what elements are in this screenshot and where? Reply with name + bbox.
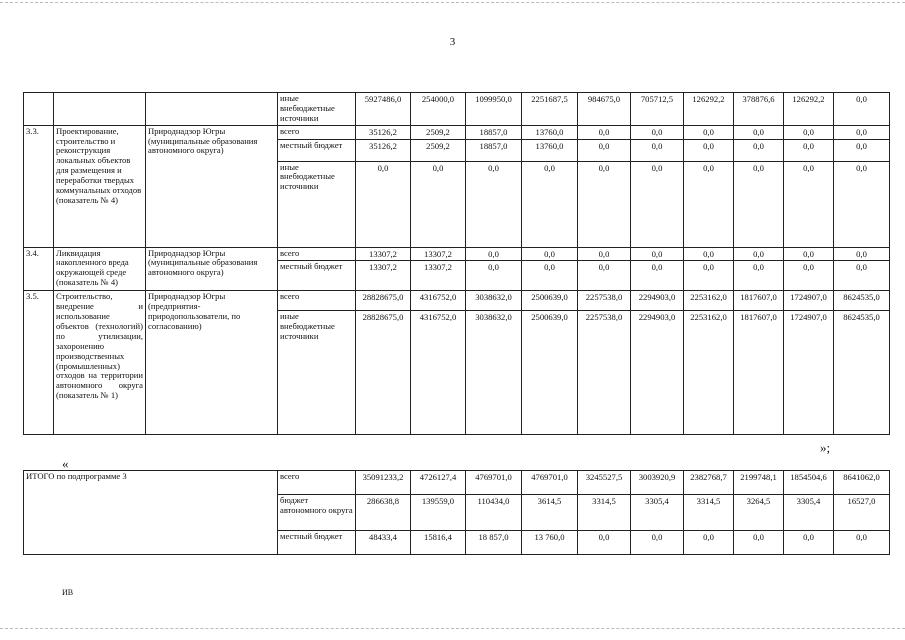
value-cell: 0,0 xyxy=(834,531,890,555)
executor-cell xyxy=(146,93,278,126)
value-cell: 0,0 xyxy=(834,139,890,161)
value-cell: 13760,0 xyxy=(522,125,578,139)
value-cell: 48433,4 xyxy=(356,531,411,555)
value-cell: 18857,0 xyxy=(466,139,522,161)
value-cell: 0,0 xyxy=(578,531,631,555)
funding-source-cell: всего xyxy=(278,471,356,495)
value-cell: 0,0 xyxy=(684,161,734,247)
value-cell: 18857,0 xyxy=(466,125,522,139)
opening-quote-mark: « xyxy=(62,456,69,471)
value-cell: 2251687,5 xyxy=(522,93,578,126)
value-cell: 1817607,0 xyxy=(734,291,784,311)
value-cell: 2257538,0 xyxy=(578,291,631,311)
value-cell: 0,0 xyxy=(684,139,734,161)
value-cell: 126292,2 xyxy=(684,93,734,126)
value-cell: 0,0 xyxy=(522,161,578,247)
value-cell: 3003920,9 xyxy=(631,471,684,495)
value-cell: 2500639,0 xyxy=(522,311,578,435)
funding-source-cell: всего xyxy=(278,125,356,139)
funding-source-cell: местный бюджет xyxy=(278,531,356,555)
value-cell: 705712,5 xyxy=(631,93,684,126)
value-cell: 0,0 xyxy=(834,125,890,139)
subprogram-total-table xyxy=(23,470,890,555)
value-cell: 0,0 xyxy=(578,125,631,139)
row-number-cell: 3.4. xyxy=(24,247,54,291)
value-cell: 35126,2 xyxy=(356,139,411,161)
value-cell: 3038632,0 xyxy=(466,291,522,311)
value-cell: 3245527,5 xyxy=(578,471,631,495)
value-cell: 254000,0 xyxy=(411,93,466,126)
value-cell: 1099950,0 xyxy=(466,93,522,126)
scan-top-edge xyxy=(0,2,905,3)
value-cell: 0,0 xyxy=(834,247,890,261)
value-cell: 286638,8 xyxy=(356,495,411,531)
value-cell: 2257538,0 xyxy=(578,311,631,435)
row-number-cell: 3.5. xyxy=(24,291,54,435)
value-cell: 2294903,0 xyxy=(631,311,684,435)
value-cell: 13307,2 xyxy=(411,261,466,291)
value-cell: 2253162,0 xyxy=(684,291,734,311)
value-cell: 0,0 xyxy=(522,247,578,261)
funding-source-cell: иные внебюджетные источники xyxy=(278,93,356,126)
funding-source-cell: иные внебюджетные источники xyxy=(278,311,356,435)
value-cell: 0,0 xyxy=(784,125,834,139)
value-cell: 0,0 xyxy=(466,247,522,261)
table-row xyxy=(24,247,890,261)
funding-source-cell: иные внебюджетные источники xyxy=(278,161,356,247)
value-cell: 4726127,4 xyxy=(411,471,466,495)
value-cell: 0,0 xyxy=(834,261,890,291)
value-cell: 0,0 xyxy=(466,261,522,291)
row-number-cell: 3.3. xyxy=(24,125,54,247)
subprogram-total-body xyxy=(24,471,890,555)
value-cell: 0,0 xyxy=(834,93,890,126)
measure-name-cell xyxy=(54,93,146,126)
value-cell: 1724907,0 xyxy=(784,311,834,435)
value-cell: 13307,2 xyxy=(411,247,466,261)
value-cell: 3038632,0 xyxy=(466,311,522,435)
value-cell: 0,0 xyxy=(684,261,734,291)
value-cell: 0,0 xyxy=(356,161,411,247)
executor-cell: Природнадзор Югры (муниципальные образования автономного округа) xyxy=(146,125,278,247)
value-cell: 0,0 xyxy=(631,139,684,161)
value-cell: 0,0 xyxy=(734,247,784,261)
value-cell: 0,0 xyxy=(734,161,784,247)
value-cell: 4316752,0 xyxy=(411,311,466,435)
value-cell: 0,0 xyxy=(784,261,834,291)
value-cell: 5927486,0 xyxy=(356,93,411,126)
value-cell: 0,0 xyxy=(411,161,466,247)
page-number: 3 xyxy=(449,36,456,48)
executor-cell: Природнадзор Югры (муниципальные образования автономного округа) xyxy=(146,247,278,291)
value-cell: 126292,2 xyxy=(784,93,834,126)
value-cell: 16527,0 xyxy=(834,495,890,531)
table-row xyxy=(24,125,890,139)
value-cell: 1817607,0 xyxy=(734,311,784,435)
scan-bottom-edge xyxy=(0,628,905,629)
value-cell: 0,0 xyxy=(734,261,784,291)
value-cell: 3305,4 xyxy=(784,495,834,531)
value-cell: 3314,5 xyxy=(684,495,734,531)
measure-name-cell: Строительство, внедрение и использование объектов (технологий) по утилизации, захоронению производственных (промышленных) отходов на территории автономного округа (показатель № 1) xyxy=(54,291,146,435)
program-table xyxy=(23,92,890,435)
value-cell: 0,0 xyxy=(684,531,734,555)
value-cell: 378876,6 xyxy=(734,93,784,126)
value-cell: 4769701,0 xyxy=(522,471,578,495)
funding-source-cell: всего xyxy=(278,291,356,311)
value-cell: 3305,4 xyxy=(631,495,684,531)
value-cell: 0,0 xyxy=(522,261,578,291)
value-cell: 8624535,0 xyxy=(834,311,890,435)
value-cell: 0,0 xyxy=(578,161,631,247)
value-cell: 139559,0 xyxy=(411,495,466,531)
value-cell: 0,0 xyxy=(734,139,784,161)
value-cell: 1854504,6 xyxy=(784,471,834,495)
value-cell: 2500639,0 xyxy=(522,291,578,311)
value-cell: 35091233,2 xyxy=(356,471,411,495)
row-number-cell xyxy=(24,93,54,126)
value-cell: 0,0 xyxy=(578,261,631,291)
value-cell: 0,0 xyxy=(684,125,734,139)
value-cell: 35126,2 xyxy=(356,125,411,139)
program-table-body xyxy=(24,93,890,435)
funding-source-cell: местный бюджет xyxy=(278,261,356,291)
total-label-cell: ИТОГО по подпрограмме 3 xyxy=(24,471,278,555)
value-cell: 0,0 xyxy=(734,531,784,555)
value-cell: 8624535,0 xyxy=(834,291,890,311)
value-cell: 0,0 xyxy=(631,161,684,247)
value-cell: 110434,0 xyxy=(466,495,522,531)
funding-source-cell: бюджет автономного округа xyxy=(278,495,356,531)
value-cell: 0,0 xyxy=(734,125,784,139)
measure-name-cell: Ликвидация накопленного вреда окружающей среде (показатель № 4) xyxy=(54,247,146,291)
table-row xyxy=(24,291,890,311)
value-cell: 0,0 xyxy=(684,247,734,261)
value-cell: 0,0 xyxy=(631,261,684,291)
value-cell: 0,0 xyxy=(578,139,631,161)
value-cell: 2509,2 xyxy=(411,125,466,139)
value-cell: 2382768,7 xyxy=(684,471,734,495)
footer-initials: ИВ xyxy=(62,588,74,597)
value-cell: 0,0 xyxy=(784,247,834,261)
value-cell: 0,0 xyxy=(784,161,834,247)
value-cell: 18 857,0 xyxy=(466,531,522,555)
value-cell: 984675,0 xyxy=(578,93,631,126)
value-cell: 3314,5 xyxy=(578,495,631,531)
value-cell: 0,0 xyxy=(578,247,631,261)
value-cell: 0,0 xyxy=(784,139,834,161)
closing-quote-mark: »; xyxy=(820,440,831,455)
executor-cell: Природнадзор Югры (предприятия-природопользователи, по согласованию) xyxy=(146,291,278,435)
value-cell: 13307,2 xyxy=(356,261,411,291)
value-cell: 2509,2 xyxy=(411,139,466,161)
value-cell: 4769701,0 xyxy=(466,471,522,495)
funding-source-cell: всего xyxy=(278,247,356,261)
value-cell: 0,0 xyxy=(784,531,834,555)
value-cell: 13 760,0 xyxy=(522,531,578,555)
value-cell: 2253162,0 xyxy=(684,311,734,435)
value-cell: 15816,4 xyxy=(411,531,466,555)
value-cell: 13307,2 xyxy=(356,247,411,261)
value-cell: 3614,5 xyxy=(522,495,578,531)
value-cell: 0,0 xyxy=(631,531,684,555)
value-cell: 8641062,0 xyxy=(834,471,890,495)
value-cell: 4316752,0 xyxy=(411,291,466,311)
value-cell: 1724907,0 xyxy=(784,291,834,311)
value-cell: 2294903,0 xyxy=(631,291,684,311)
value-cell: 2199748,1 xyxy=(734,471,784,495)
value-cell: 0,0 xyxy=(631,125,684,139)
value-cell: 0,0 xyxy=(466,161,522,247)
funding-source-cell: местный бюджет xyxy=(278,139,356,161)
value-cell: 0,0 xyxy=(631,247,684,261)
value-cell: 28828675,0 xyxy=(356,311,411,435)
value-cell: 13760,0 xyxy=(522,139,578,161)
value-cell: 0,0 xyxy=(834,161,890,247)
table-row xyxy=(24,93,890,126)
table-row xyxy=(24,471,890,495)
value-cell: 3264,5 xyxy=(734,495,784,531)
value-cell: 28828675,0 xyxy=(356,291,411,311)
measure-name-cell: Проектирование, строительство и реконструкция локальных объектов для размещения и переработки твердых коммунальных отходов (показатель № 4) xyxy=(54,125,146,247)
